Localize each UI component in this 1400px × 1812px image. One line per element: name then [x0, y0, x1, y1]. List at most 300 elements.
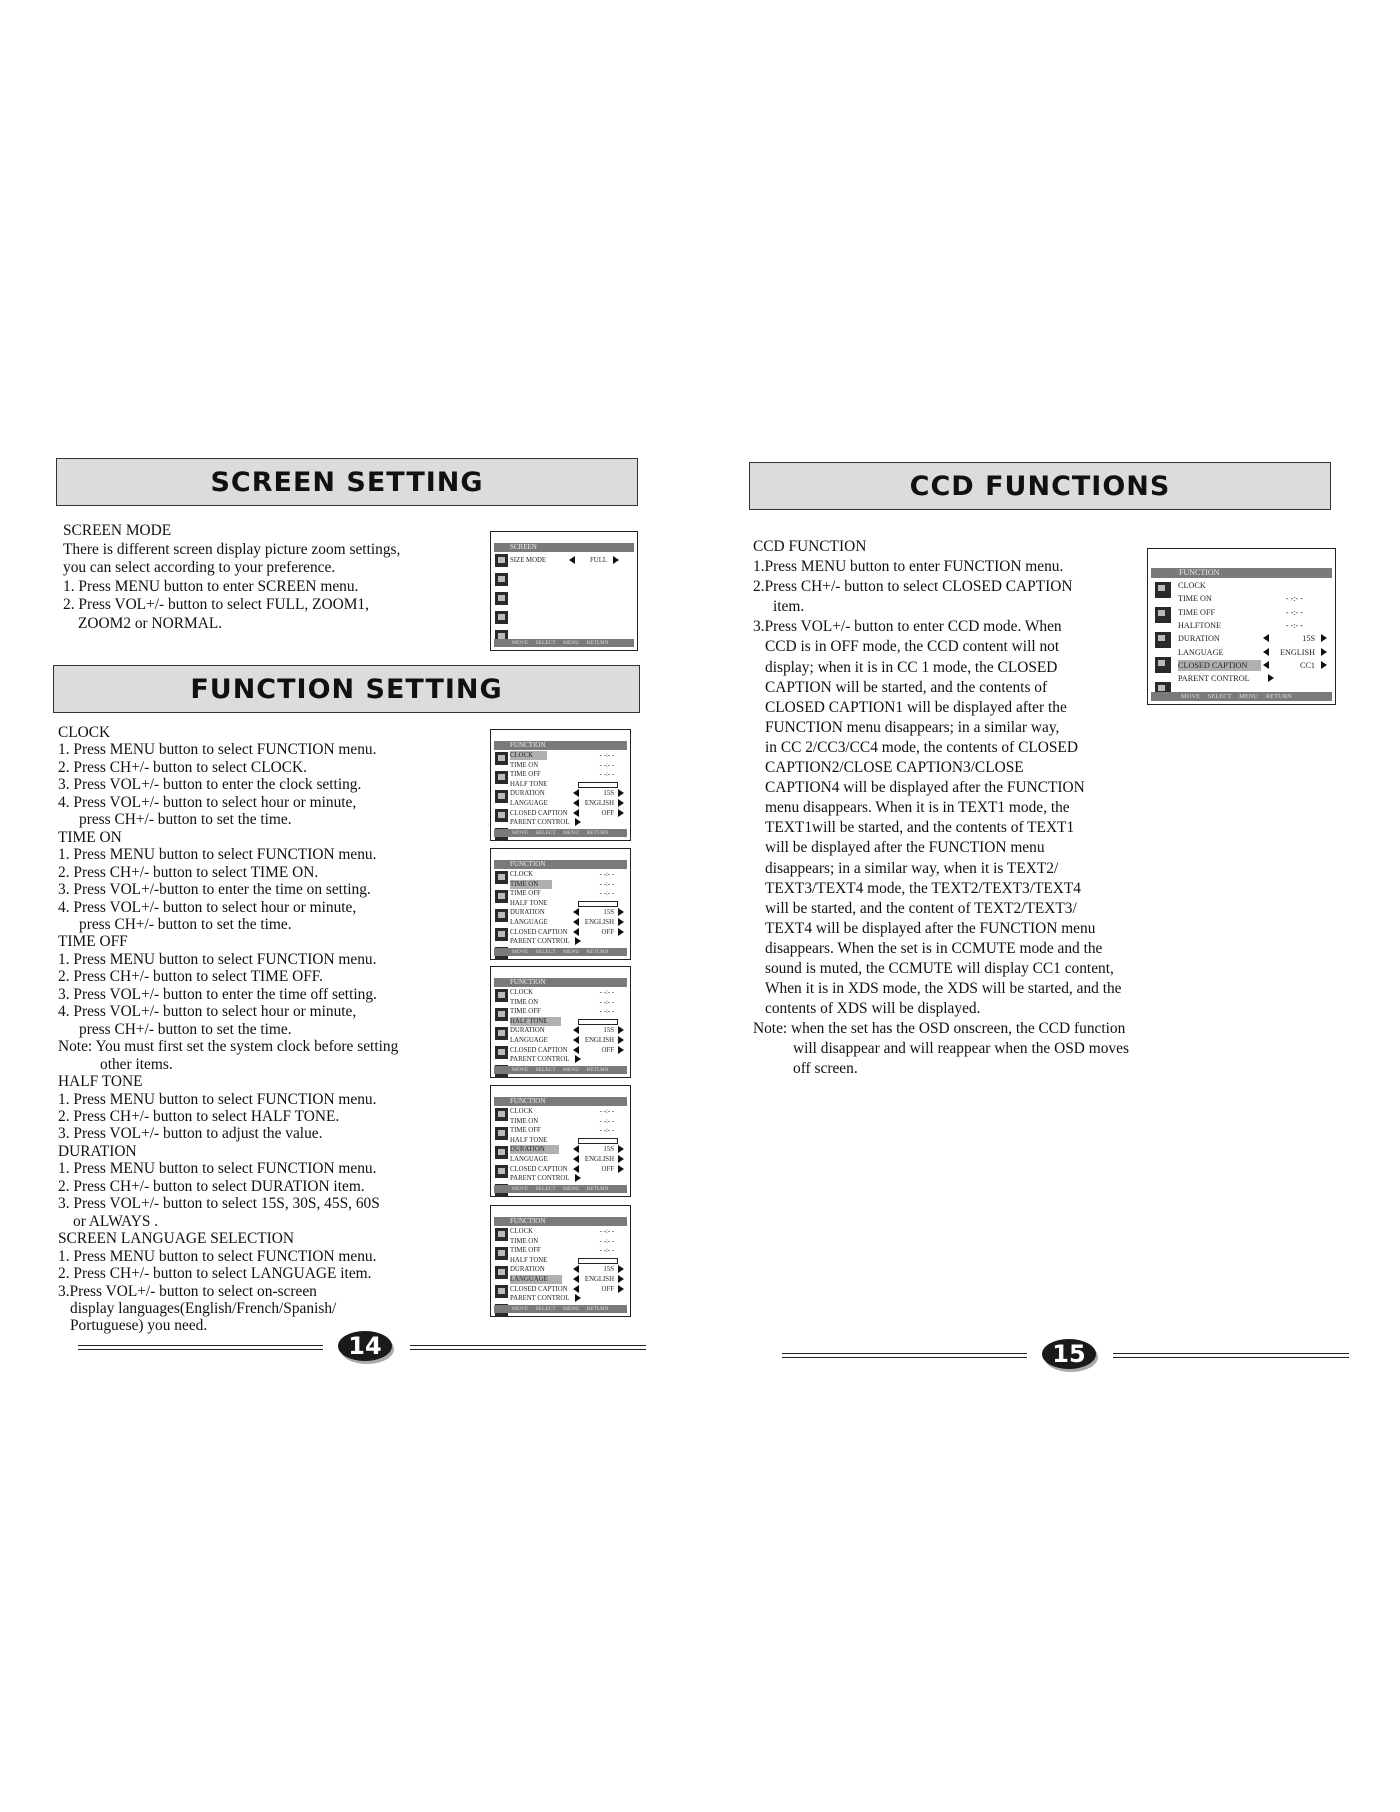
function-setting-title: FUNCTION SETTING	[190, 673, 503, 705]
osd-item-label: CLOSED CAPTION	[510, 1046, 568, 1054]
left-arrow-icon	[573, 1155, 579, 1163]
section-heading: TIME ON	[58, 828, 122, 846]
osd-item-label: HALF TONE	[510, 1256, 548, 1264]
right-arrow-icon	[618, 799, 624, 807]
screen-mode-text	[63, 522, 400, 634]
text-line: 1. Press MENU button to select FUNCTION menu.	[58, 741, 377, 759]
osd-item-label: DURATION	[510, 1027, 545, 1035]
osd-item-label: CLOSED CAPTION	[1178, 660, 1261, 671]
function-setting-text	[58, 724, 398, 1335]
osd-item-value: - -:- -	[599, 1127, 614, 1135]
osd-item-label: TIME OFF	[510, 1247, 541, 1255]
osd-item-label: TIME ON	[510, 880, 552, 889]
osd-item-value: - -:- -	[599, 1008, 614, 1016]
right-arrow-icon	[618, 1026, 624, 1034]
screen-icon	[495, 771, 508, 784]
osd-item-label: DURATION	[510, 1145, 559, 1154]
osd-item-label: TIME OFF	[510, 771, 541, 779]
osd-item-label: DURATION	[510, 1266, 545, 1274]
function-icon	[495, 1165, 508, 1178]
left-arrow-icon	[573, 1026, 579, 1034]
sound-icon	[495, 1146, 508, 1159]
text-line: 1. Press MENU button to select FUNCTION menu.	[58, 1247, 377, 1265]
text-line: CCD is in OFF mode, the CCD content will not	[765, 638, 1060, 656]
text-line: 4. Press VOL+/- button to select hour or minute,	[58, 898, 357, 916]
text-line: 3. Press VOL+/- button to select 15S, 30S, 45S, 60S	[58, 1195, 380, 1213]
osd-item-label: LANGUAGE	[510, 1275, 562, 1284]
text-line: 1. Press MENU button to select FUNCTION menu.	[58, 1090, 377, 1108]
left-arrow-icon	[573, 908, 579, 916]
function-icon	[495, 1285, 508, 1298]
osd-item-label: CLOCK	[510, 1108, 534, 1115]
right-arrow-icon	[618, 789, 624, 797]
osd-row	[510, 751, 626, 760]
text-line: TEXT3/TEXT4 mode, the TEXT2/TEXT3/TEXT4	[765, 879, 1082, 897]
picture-icon	[1155, 582, 1171, 598]
osd-item-label: LANGUAGE	[510, 919, 548, 926]
text-line: 2. Press VOL+/- button to select FULL, ZOOM1,	[63, 596, 369, 614]
left-arrow-icon	[573, 1145, 579, 1153]
text-line: 3.Press VOL+/- button to enter CCD mode. When	[753, 618, 1062, 636]
text-line: or ALWAYS .	[73, 1212, 159, 1230]
osd-row	[1178, 580, 1329, 591]
note-line: Note: when the set has the OSD onscreen, the CCD function	[753, 1020, 1126, 1038]
osd-row	[510, 937, 626, 946]
osd-title: SCREEN	[494, 543, 634, 552]
osd-title: FUNCTION	[494, 741, 627, 750]
osd-row	[510, 1174, 626, 1183]
osd-item-value: OFF	[601, 809, 614, 817]
section-heading: TIME OFF	[58, 933, 128, 951]
text-line: There is different screen display picture zoom settings,	[63, 540, 401, 558]
osd-item-label: LANGUAGE	[510, 1156, 548, 1163]
osd-item-label: DURATION	[510, 790, 545, 798]
osd-item-label: CLOCK	[510, 1228, 534, 1235]
right-arrow-icon	[1268, 674, 1274, 682]
left-arrow-icon	[573, 1165, 579, 1173]
screen-setting-banner	[56, 458, 638, 506]
osd-row	[510, 761, 626, 770]
osd-item-label: HALF TONE	[510, 1017, 561, 1026]
sound-icon	[495, 1027, 508, 1040]
osd-item-value: - -:- -	[599, 871, 614, 878]
halftone-bar	[578, 1019, 618, 1025]
osd-row	[510, 870, 626, 879]
left-arrow-icon	[569, 556, 575, 564]
right-arrow-icon	[575, 937, 581, 945]
right-arrow-icon	[618, 1285, 624, 1293]
osd-item-label: CLOCK	[510, 871, 534, 878]
right-arrow-icon	[575, 818, 581, 826]
osd-footer: MOVE SELECT MENU RETURN	[494, 1185, 627, 1193]
osd-item-label: TIME ON	[510, 1237, 539, 1245]
osd-row	[510, 780, 626, 789]
text-line: 1. Press MENU button to select FUNCTION menu.	[58, 1160, 377, 1178]
osd-row	[510, 1165, 626, 1174]
text-line: When it is in XDS mode, the XDS will be started, and the	[765, 980, 1122, 998]
right-arrow-icon	[1321, 648, 1327, 656]
osd-row	[1178, 607, 1329, 618]
text-line: TEXT1will be started, and the contents of TEXT1	[765, 819, 1075, 837]
text-line: FUNCTION menu disappears; in a similar way,	[765, 718, 1060, 736]
osd-row	[1178, 673, 1329, 684]
osd-item-label: PARENT CONTROL	[510, 1175, 570, 1183]
osd-item-value: - -:- -	[599, 761, 614, 769]
text-line: menu disappears. When it is in TEXT1 mode, the	[765, 799, 1070, 817]
screen-icon	[495, 890, 508, 903]
text-line: CLOSED CAPTION1 will be displayed after the	[765, 698, 1067, 716]
osd-item-label: TIME ON	[510, 1117, 539, 1125]
osd-row	[510, 818, 626, 827]
osd-item-label: HALF TONE	[510, 899, 548, 907]
osd-item-label: TIME ON	[510, 761, 539, 769]
text-line: SCREEN MODE	[63, 522, 172, 539]
right-arrow-icon	[618, 1275, 624, 1283]
osd-item-value: ENGLISH	[584, 1276, 614, 1283]
osd-row	[1178, 647, 1329, 658]
osd-item-value: - -:- -	[599, 1247, 614, 1255]
osd-item-value: 15S	[603, 1146, 614, 1154]
osd-row	[510, 770, 626, 779]
right-arrow-icon	[575, 1055, 581, 1063]
text-line: 3.Press VOL+/- button to select on-screen	[58, 1282, 317, 1300]
halftone-bar	[578, 1258, 618, 1264]
osd-row	[510, 928, 626, 937]
osd-footer: MOVE SELECT MENU RETURN	[1151, 692, 1332, 701]
osd-row	[510, 1285, 626, 1294]
osd-item-value: - -:- -	[599, 771, 614, 779]
osd-item-label: LANGUAGE	[1178, 647, 1224, 657]
text-line: disappears; in a similar way, when it is TEXT2/	[765, 859, 1059, 877]
osd-item-value: 15S	[603, 909, 614, 917]
text-line: Portuguese) you need.	[70, 1317, 208, 1335]
function-icon	[1155, 657, 1171, 673]
osd-item-label: HALF TONE	[510, 1136, 548, 1144]
sound-icon	[495, 790, 508, 803]
right-arrow-icon	[618, 1155, 624, 1163]
text-line: press CH+/- button to set the time.	[79, 915, 292, 933]
text-line: 4. Press VOL+/- button to select hour or minute,	[58, 793, 357, 811]
osd-row	[510, 918, 626, 927]
osd-row	[510, 1145, 626, 1154]
halftone-bar	[578, 1138, 618, 1144]
osd-row	[510, 1026, 626, 1035]
text-line: 2.Press CH+/- button to select CLOSED CAPTION	[753, 578, 1073, 596]
osd-row	[510, 1256, 626, 1265]
right-arrow-icon	[618, 1046, 624, 1054]
osd-row	[510, 1055, 626, 1064]
screen-icon	[1155, 607, 1171, 623]
osd-item-value: OFF	[601, 1046, 614, 1054]
text-line: 2. Press CH+/- button to select LANGUAGE item.	[58, 1265, 372, 1283]
osd-item-value: - -:- -	[599, 1237, 614, 1245]
osd-footer: MOVE SELECT MENU RETURN	[494, 1305, 627, 1313]
sound-icon	[495, 592, 508, 605]
text-line: will be displayed after the FUNCTION menu	[765, 839, 1045, 857]
right-arrow-icon	[618, 1165, 624, 1173]
osd-item-value: - -:- -	[599, 989, 614, 996]
text-line: CAPTION2/CLOSE CAPTION3/CLOSE	[765, 759, 1024, 777]
page-rule-left	[782, 1353, 1027, 1358]
text-line: CAPTION will be started, and the contents of	[765, 678, 1048, 696]
osd-row	[1178, 593, 1329, 604]
osd-row	[510, 1036, 626, 1045]
left-arrow-icon	[573, 1036, 579, 1044]
osd-title: FUNCTION	[494, 1217, 627, 1226]
function-osd-menu	[490, 1085, 631, 1197]
osd-item-value: - -:- -	[1285, 620, 1303, 630]
ccd-functions-title: CCD FUNCTIONS	[909, 470, 1171, 502]
osd-item-value: 15S	[603, 1266, 614, 1274]
osd-item-label: CLOSED CAPTION	[510, 1285, 568, 1293]
left-arrow-icon	[573, 1046, 579, 1054]
text-line: ZOOM2 or NORMAL.	[78, 614, 223, 632]
osd-item-label: LANGUAGE	[510, 800, 548, 807]
sound-icon	[495, 1266, 508, 1279]
text-line: display languages(English/French/Spanish/	[70, 1299, 337, 1317]
picture-icon	[495, 1228, 508, 1241]
osd-row	[510, 908, 626, 917]
osd-item-label: DURATION	[510, 909, 545, 917]
text-line: 1. Press MENU button to select FUNCTION menu.	[58, 846, 377, 864]
osd-item-label: DURATION	[1178, 634, 1220, 644]
function-icon	[495, 1046, 508, 1059]
osd-row	[510, 1246, 626, 1255]
osd-item-value: 15S	[603, 1027, 614, 1035]
osd-footer: MOVE SELECT MENU RETURN	[494, 948, 627, 956]
osd-item-label: LANGUAGE	[510, 1037, 548, 1044]
page-rule-right	[410, 1345, 646, 1350]
text-line: 2. Press CH+/- button to select TIME ON.	[58, 863, 319, 881]
osd-row-size-mode	[510, 556, 633, 565]
left-arrow-icon	[573, 1275, 579, 1283]
osd-item-label: CLOCK	[510, 989, 534, 996]
osd-row	[510, 789, 626, 798]
left-arrow-icon	[573, 799, 579, 807]
text-line: TEXT4 will be displayed after the FUNCTION menu	[765, 919, 1096, 937]
osd-item-label: HALFTONE	[1178, 620, 1222, 630]
osd-item-label: PARENT CONTROL	[1178, 674, 1250, 684]
osd-item-value: - -:- -	[599, 1228, 614, 1235]
osd-item-value: OFF	[601, 1165, 614, 1173]
halftone-bar	[578, 901, 618, 907]
section-heading: DURATION	[58, 1142, 137, 1160]
text-line: 4. Press VOL+/- button to select hour or minute,	[58, 1003, 357, 1021]
osd-item-label: TIME OFF	[510, 890, 541, 898]
screen-icon	[495, 573, 508, 586]
osd-row	[510, 1107, 626, 1116]
text-line: display; when it is in CC 1 mode, the CLOSED	[765, 658, 1058, 676]
osd-footer: MOVE SELECT MENU RETURN	[494, 1066, 627, 1074]
osd-title: FUNCTION	[494, 860, 627, 869]
osd-row	[510, 1136, 626, 1145]
osd-icons	[1155, 582, 1171, 707]
osd-row	[510, 1046, 626, 1055]
osd-item-label: HALF TONE	[510, 780, 548, 788]
note-line: off screen.	[793, 1060, 858, 1078]
text-line: 1.Press MENU button to enter FUNCTION menu.	[753, 558, 1064, 576]
osd-row	[510, 1017, 626, 1026]
osd-item-value: ENGLISH	[584, 919, 614, 926]
text-line: 1. Press MENU button to select FUNCTION menu.	[58, 950, 377, 968]
osd-title: FUNCTION	[494, 1097, 627, 1106]
osd-item-label: PARENT CONTROL	[510, 1295, 570, 1303]
text-line: 2. Press CH+/- button to select HALF TONE.	[58, 1107, 340, 1125]
section-heading: HALF TONE	[58, 1073, 143, 1091]
left-arrow-icon	[1263, 648, 1269, 656]
left-arrow-icon	[1263, 634, 1269, 642]
osd-row	[1178, 633, 1329, 644]
osd-item-label: PARENT CONTROL	[510, 819, 570, 827]
text-line: CAPTION4 will be displayed after the FUNCTION	[765, 779, 1085, 797]
text-line: 3. Press VOL+/-button to enter the time on setting.	[58, 881, 371, 899]
osd-row	[510, 889, 626, 898]
right-arrow-icon	[618, 1145, 624, 1153]
right-arrow-icon	[575, 1174, 581, 1182]
function-icon	[495, 928, 508, 941]
osd-item-value: - -:- -	[1285, 594, 1303, 604]
osd-item-label: CLOSED CAPTION	[510, 809, 568, 817]
halftone-bar	[578, 782, 618, 788]
function-osd-menu	[490, 1205, 631, 1317]
osd-row	[510, 899, 626, 908]
osd-item-label: CLOSED CAPTION	[510, 928, 568, 936]
text-line: 3. Press VOL+/- button to enter the clock setting.	[58, 776, 362, 794]
osd-row	[510, 1265, 626, 1274]
section-heading: CLOCK	[58, 724, 111, 741]
osd-item-value: - -:- -	[599, 1117, 614, 1125]
osd-row	[510, 998, 626, 1007]
osd-item-label: CLOCK	[510, 751, 547, 760]
text-line: you can select according to your preference.	[63, 559, 336, 577]
text-line: in CC 2/CC3/CC4 mode, the contents of CLOSED	[765, 738, 1078, 756]
left-arrow-icon	[573, 1285, 579, 1293]
osd-item-label: TIME OFF	[1178, 607, 1216, 617]
osd-item-value: - -:- -	[599, 752, 614, 759]
osd-item-label: PARENT CONTROL	[510, 938, 570, 946]
right-arrow-icon	[1321, 634, 1327, 642]
osd-item-label: CLOCK	[1178, 581, 1206, 590]
osd-footer: MOVE SELECT MENU RETURN	[494, 829, 627, 837]
screen-icon	[495, 1247, 508, 1260]
text-line: disappears. When the set is in CCMUTE mode and the	[765, 939, 1103, 957]
osd-row	[510, 799, 626, 808]
text-line: 3. Press VOL+/- button to enter the time off setting.	[58, 985, 377, 1003]
right-arrow-icon	[618, 1265, 624, 1273]
text-line: 2. Press CH+/- button to select CLOCK.	[58, 758, 307, 776]
picture-icon	[495, 989, 508, 1002]
text-line: item.	[773, 598, 805, 616]
text-line: sound is muted, the CCMUTE will display CC1 content,	[765, 959, 1114, 977]
osd-item-value: - -:- -	[599, 998, 614, 1006]
osd-item-value: OFF	[601, 1285, 614, 1293]
page-number-15: 15	[1042, 1339, 1096, 1369]
screen-setting-title: SCREEN SETTING	[210, 466, 484, 498]
osd-item-value: ENGLISH	[584, 1037, 614, 1044]
function-osd-menu	[490, 729, 631, 841]
function-osd-menu	[490, 966, 631, 1078]
function-osd-menu	[490, 848, 631, 960]
text-line: 1. Press MENU button to enter SCREEN menu.	[63, 577, 359, 595]
osd-item-value: - -:- -	[599, 890, 614, 898]
osd-row	[510, 988, 626, 997]
osd-item-value: - -:- -	[1285, 607, 1303, 617]
osd-item-value: ENGLISH	[584, 800, 614, 807]
text-line: 2. Press CH+/- button to select DURATION item.	[58, 1177, 365, 1195]
ccd-osd-menu	[1147, 548, 1336, 705]
osd-item-value: ENGLISH	[584, 1156, 614, 1163]
text-line: 3. Press VOL+/- button to adjust the value.	[58, 1125, 323, 1143]
osd-row	[510, 1294, 626, 1303]
osd-title: FUNCTION	[1151, 568, 1332, 578]
text-line: press CH+/- button to set the time.	[79, 811, 292, 829]
osd-row	[510, 809, 626, 818]
osd-row	[510, 1126, 626, 1135]
ccd-function-text	[753, 537, 1129, 1080]
osd-item-value: - -:- -	[599, 1108, 614, 1115]
page-rule-left	[78, 1345, 323, 1350]
right-arrow-icon	[613, 556, 619, 564]
picture-icon	[495, 871, 508, 884]
text-line: 2. Press CH+/- button to select TIME OFF.	[58, 968, 323, 986]
osd-item-value: 15S	[1302, 634, 1315, 644]
picture-icon	[495, 752, 508, 765]
osd-item-value: OFF	[601, 928, 614, 936]
left-arrow-icon	[573, 809, 579, 817]
function-icon	[495, 611, 508, 624]
osd-item-value: 15S	[603, 790, 614, 798]
left-arrow-icon	[573, 789, 579, 797]
osd-item-label: SIZE MODE	[510, 557, 547, 564]
osd-footer: MOVE SELECT MENU RETURN	[494, 639, 634, 647]
picture-icon	[495, 554, 508, 567]
screen-icon	[495, 1008, 508, 1021]
text-line: will be started, and the content of TEXT2/TEXT3/	[765, 899, 1077, 917]
right-arrow-icon	[618, 928, 624, 936]
right-arrow-icon	[618, 809, 624, 817]
left-arrow-icon	[573, 1265, 579, 1273]
osd-item-label: TIME ON	[510, 998, 539, 1006]
function-setting-banner	[53, 665, 640, 713]
osd-item-value: ENGLISH	[1279, 647, 1315, 657]
right-arrow-icon	[575, 1294, 581, 1302]
osd-item-label: PARENT CONTROL	[510, 1056, 570, 1064]
osd-item-label: CLOSED CAPTION	[510, 1165, 568, 1173]
osd-item-label: TIME ON	[1178, 594, 1212, 604]
osd-row	[510, 1007, 626, 1016]
osd-row	[1178, 620, 1329, 631]
osd-title: FUNCTION	[494, 978, 627, 987]
osd-row	[510, 1275, 626, 1284]
osd-item-value: FULL	[590, 557, 607, 564]
osd-icons	[495, 554, 508, 649]
left-arrow-icon	[573, 928, 579, 936]
osd-item-label: TIME OFF	[510, 1127, 541, 1135]
note-line: Note: You must first set the system clock before setting	[58, 1038, 399, 1056]
right-arrow-icon	[618, 1036, 624, 1044]
section-heading: CCD FUNCTION	[753, 538, 867, 555]
text-line: contents of XDS will be displayed.	[765, 1000, 981, 1018]
osd-row	[510, 1237, 626, 1246]
sound-icon	[495, 909, 508, 922]
osd-row	[510, 1227, 626, 1236]
sound-icon	[1155, 632, 1171, 648]
screen-icon	[495, 1127, 508, 1140]
page-number-14: 14	[338, 1331, 392, 1361]
ccd-functions-banner	[749, 462, 1331, 510]
function-icon	[495, 809, 508, 822]
page-rule-right	[1113, 1353, 1349, 1358]
